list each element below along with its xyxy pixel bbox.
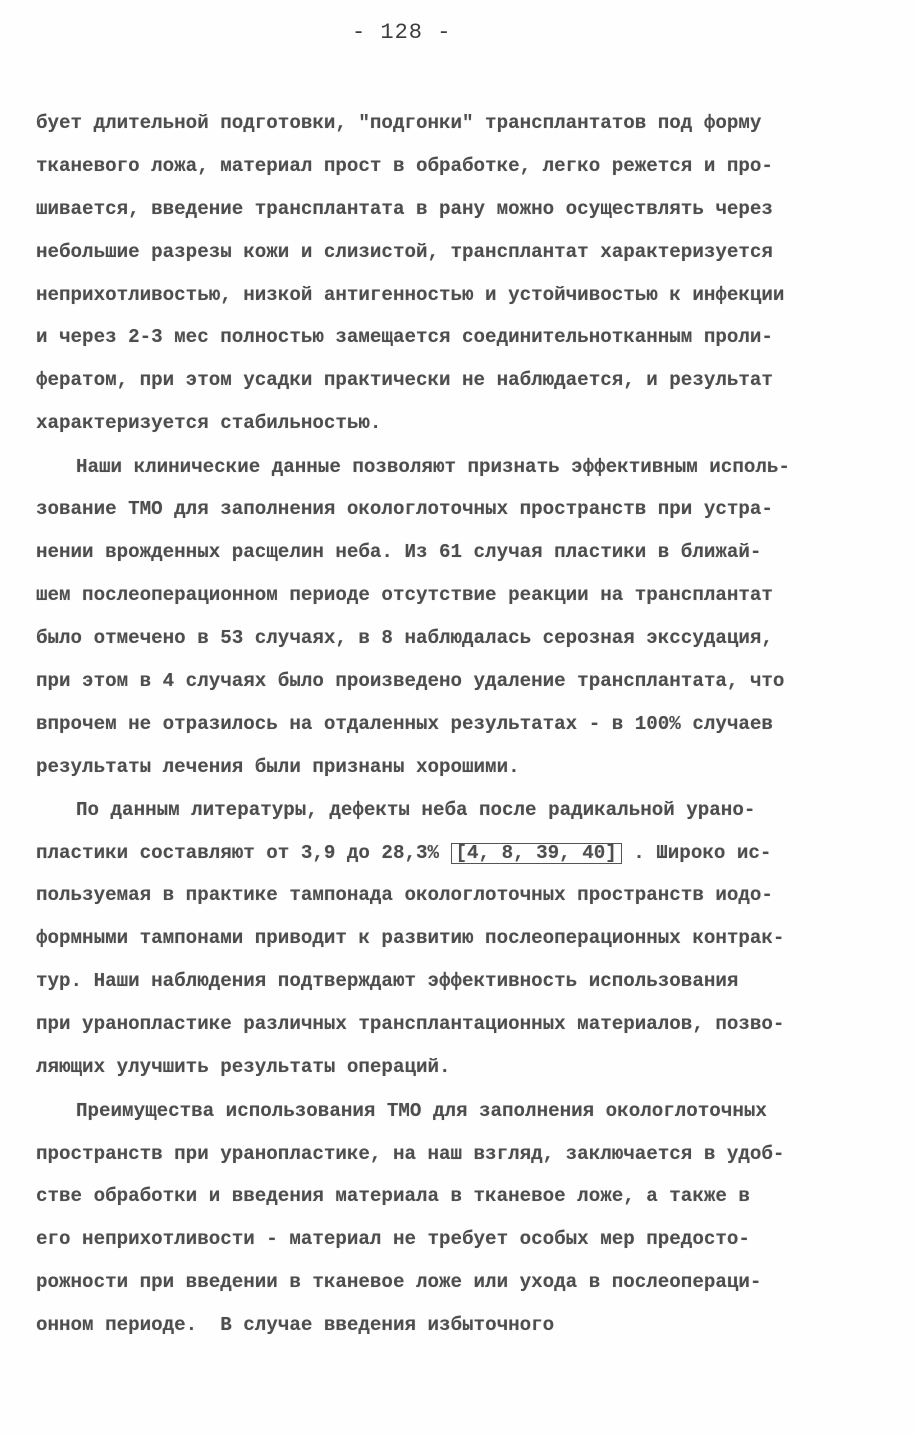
text-line: ляющих улучшить результаты операций. (36, 1056, 451, 1078)
text-line: По данным литературы, дефекты неба после радикальной урано- (76, 799, 756, 821)
text-line: тур. Наши наблюдения подтверждают эффективность использования (36, 970, 739, 992)
text-line: пространств при уранопластике, на наш взгляд, заключается в удоб- (36, 1143, 785, 1165)
text-line: небольшие разрезы кожи и слизистой, трансплантат характеризуется (36, 241, 773, 263)
text-line: его неприхотливости - материал не требует особых мер предосто- (36, 1228, 750, 1250)
text-line: рожности при введении в тканевое ложе или ухода в послеопераци- (36, 1271, 762, 1293)
text-segment: . Широко ис- (633, 842, 772, 864)
text-line (36, 1316, 554, 1335)
text-line: Преимущества использования ТМО для заполнения окологлоточных (76, 1100, 767, 1122)
text-segment: В случае введения избыточного (220, 1314, 555, 1336)
citation-bracket: [4, 8, 39, 40] (451, 843, 622, 864)
page-number: - 128 - (352, 20, 452, 45)
text-line: шем послеоперационном периоде отсутствие реакции на трансплантат (36, 584, 773, 606)
text-line: нении врожденных расщелин неба. Из 61 случая пластики в ближай- (36, 541, 762, 563)
text-line: зование ТМО для заполнения окологлоточных пространств при устра- (36, 498, 773, 520)
text-line: Наши клинические данные позволяют признать эффективным исполь- (76, 456, 790, 478)
text-line: формными тампонами приводит к развитию послеоперационных контрак- (36, 927, 785, 949)
text-line: неприхотливостью, низкой антигенностью и устойчивостью к инфекции (36, 284, 785, 306)
text-line: характеризуется стабильностью. (36, 412, 382, 434)
text-segment: онном периоде. (36, 1314, 198, 1336)
text-segment: пластики составляют от 3,9 до 28,3% (36, 842, 440, 864)
text-line: тканевого ложа, материал прост в обработке, легко режется и про- (36, 155, 773, 177)
text-line: результаты лечения были признаны хорошими. (36, 756, 520, 778)
text-line-with-citation (36, 843, 771, 864)
text-line: при уранопластике различных трансплантационных материалов, позво- (36, 1013, 785, 1035)
text-line: пользуемая в практике тампонада окологлоточных пространств иодо- (36, 884, 773, 906)
text-line: было отмечено в 53 случаях, в 8 наблюдалась серозная экссудация, (36, 627, 773, 649)
text-line: бует длительной подготовки, "подгонки" трансплантатов под форму (36, 112, 762, 134)
text-line: при этом в 4 случаях было произведено удаление трансплантата, что (36, 670, 785, 692)
text-line: впрочем не отразилось на отдаленных результатах - в 100% случаев (36, 713, 773, 735)
text-line: стве обработки и введения материала в тканевое ложе, а также в (36, 1185, 750, 1207)
text-line: фератом, при этом усадки практически не наблюдается, и результат (36, 369, 773, 391)
text-line: и через 2-3 мес полностью замещается соединительнотканным проли- (36, 326, 773, 348)
text-line: шивается, введение трансплантата в рану можно осуществлять через (36, 198, 773, 220)
